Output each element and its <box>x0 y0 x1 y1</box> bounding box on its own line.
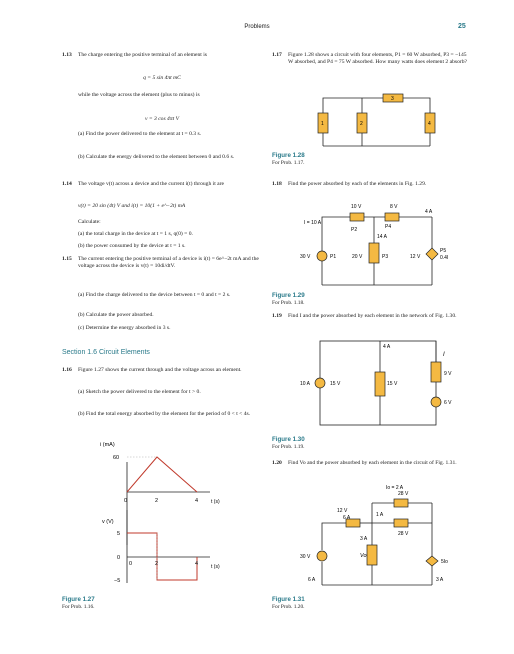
current-label: 4 A <box>383 344 391 350</box>
voltage-label: 20 V <box>352 254 363 260</box>
part-a: (a) Find the charge delivered to the device between t = 0 and t = 2 s. <box>78 292 231 298</box>
element-label: P5 <box>440 248 447 254</box>
part-b: (b) the power consumed by the device at t = 1 s. <box>78 243 186 249</box>
figure-1-30-title: Figure 1.30 <box>272 436 305 443</box>
y-axis-label: i (mA) <box>100 442 115 448</box>
figure-1-28-caption: For Prob. 1.17. <box>272 160 305 166</box>
part-a: (a) Sketch the power delivered to the element for t > 0. <box>78 389 201 395</box>
current-source <box>315 378 325 388</box>
element-28v-top <box>394 499 408 507</box>
problem-number: 1.20 <box>272 460 282 466</box>
element-p3 <box>369 243 379 263</box>
current-label: 10 A <box>300 381 311 387</box>
problem-text: Find the power absorbed by each of the elements in Fig. 1.29. <box>288 181 427 187</box>
problem-text: while the voltage across the element (plus to minus) is <box>78 92 200 98</box>
calculate-label: Calculate: <box>78 219 101 225</box>
problem-number: 1.19 <box>272 313 282 319</box>
voltage-label: 12 V <box>337 508 348 514</box>
problem-number: 1.18 <box>272 181 282 187</box>
current-label: 3 A <box>360 536 368 542</box>
element-vo <box>367 545 377 565</box>
problem-text: Figure 1.28 shows a circuit with four elements, P1 = 60 W absorbed, P3 = −145 W absorbed, and P4 = 75 W absorbed. How many watts does element 2 absorb? <box>288 52 468 66</box>
x-axis-label: t (s) <box>211 564 220 570</box>
part-c: (c) Determine the energy absorbed in 3 s. <box>78 325 171 331</box>
figure-1-31-title: Figure 1.31 <box>272 596 305 603</box>
y-tick-label: 60 <box>113 455 120 461</box>
y-tick-label: 0 <box>117 555 121 561</box>
element-9v <box>431 362 441 382</box>
figure-1-28-title: Figure 1.28 <box>272 152 305 159</box>
problem-text: The voltage v(t) across a device and the current i(t) through it are <box>78 181 224 187</box>
voltage-label: 28 V <box>398 531 409 537</box>
equation: v = 3 cos 4πt V <box>144 116 180 122</box>
problem-text: The charge entering the positive terminal of an element is <box>78 52 207 58</box>
current-label: I <box>443 352 445 358</box>
voltage-label: 30 V <box>300 554 311 560</box>
y-tick-label: 5 <box>117 531 121 537</box>
x-tick-label: 4 <box>195 498 199 504</box>
voltage-label: 9 V <box>444 371 452 377</box>
x-tick-label: 2 <box>155 561 159 567</box>
voltage-label: Vo <box>360 553 367 559</box>
current-label: 1 A <box>376 512 384 518</box>
voltage-label: 8 V <box>390 204 398 210</box>
figure-1-31-caption: For Prob. 1.20. <box>272 604 305 610</box>
figure-1-28-elements <box>318 94 435 133</box>
current-label: Io = 2 A <box>386 485 404 491</box>
y-tick-label: −5 <box>114 578 121 584</box>
figure-1-30-caption: For Prob. 1.19. <box>272 444 305 450</box>
part-b: (b) Calculate the energy delivered to the element between 0 and 0.6 s. <box>78 154 235 160</box>
dependent-source-label: 5Io <box>441 559 448 565</box>
equation: v(t) = 20 sin (4t) V and i(t) = 10(1 + e^−2t) mA <box>78 203 186 209</box>
voltage-label: 15 V <box>387 381 398 387</box>
problem-number: 1.15 <box>62 256 72 262</box>
element-label: P3 <box>382 254 389 260</box>
element-label: P1 <box>330 254 337 260</box>
equation: q = 5 sin 4πt mC <box>143 75 181 81</box>
current-label: I = 10 A <box>304 220 322 226</box>
voltage-label: 6 V <box>444 400 452 406</box>
element-2-label: 2 <box>360 121 363 127</box>
x-tick-label: 4 <box>195 561 199 567</box>
figure-1-29-title: Figure 1.29 <box>272 292 305 299</box>
voltage-label: 10 V <box>351 204 362 210</box>
current-label: 4 A <box>425 209 433 215</box>
voltage-label: 28 V <box>398 491 409 497</box>
gain-label: 0.4I <box>440 255 449 261</box>
element-28v-mid <box>394 519 408 527</box>
x-tick-label: 0 <box>129 561 133 567</box>
element-p2 <box>350 213 364 221</box>
current-label: 6 A <box>308 577 316 583</box>
figure-1-30-elements <box>300 344 452 407</box>
voltage-label: 15 V <box>330 381 341 387</box>
element-label: P2 <box>351 227 358 233</box>
section-heading: Section 1.6 Circuit Elements <box>62 349 150 356</box>
problem-text: Find Vo and the power absorbed by each element in the circuit of Fig. 1.31. <box>288 460 457 466</box>
voltage-source <box>317 551 327 561</box>
part-b: (b) Calculate the power absorbed. <box>78 312 154 318</box>
current-label: 6 A <box>343 515 351 521</box>
element-3-label: 3 <box>391 96 394 102</box>
problem-number: 1.13 <box>62 52 72 58</box>
problem-text: Find I and the power absorbed by each element in the network of Fig. 1.30. <box>288 313 457 319</box>
problem-text: Figure 1.27 shows the current through and the voltage across an element. <box>78 367 242 373</box>
part-a: (a) the total charge in the device at t = 1 s, q(0) = 0. <box>78 231 193 237</box>
current-label: 14 A <box>377 234 388 240</box>
dependent-source <box>426 248 438 260</box>
x-axis-label: t (s) <box>211 499 220 505</box>
element-4-label: 4 <box>428 121 431 127</box>
x-tick-label: 0 <box>124 498 128 504</box>
x-tick-label: 2 <box>155 498 159 504</box>
voltage-source <box>317 251 327 261</box>
element-1-label: 1 <box>321 121 324 127</box>
element-p4 <box>385 213 399 221</box>
problem-text: The current entering the positive terminal of a device is i(t) = 6e^−2t mA and the voltage across the device is v(t) = 10di/dtV. <box>78 256 259 270</box>
figure-1-27-title: Figure 1.27 <box>62 596 95 603</box>
voltage-label: 12 V <box>410 254 421 260</box>
problem-number: 1.14 <box>62 181 72 187</box>
dependent-source <box>426 556 438 566</box>
voltage-label: 30 V <box>300 254 311 260</box>
figure-1-28-circuit <box>323 98 430 146</box>
element-label: P4 <box>385 224 392 230</box>
part-b: (b) Find the total energy absorbed by the element for the period of 0 < t < 4s. <box>78 411 251 417</box>
problem-number: 1.16 <box>62 367 72 373</box>
y-axis-label: v (V) <box>102 519 114 525</box>
current-label: 3 A <box>436 577 444 583</box>
running-header-title: Problems <box>244 24 270 30</box>
voltage-source <box>431 397 441 407</box>
figure-1-27-caption: For Prob. 1.16. <box>62 604 95 610</box>
problem-number: 1.17 <box>272 52 282 58</box>
page-number: 25 <box>458 23 466 30</box>
part-a: (a) Find the power delivered to the element at t = 0.3 s. <box>78 131 202 137</box>
element-15v <box>375 372 385 396</box>
figure-1-29-caption: For Prob. 1.18. <box>272 300 305 306</box>
